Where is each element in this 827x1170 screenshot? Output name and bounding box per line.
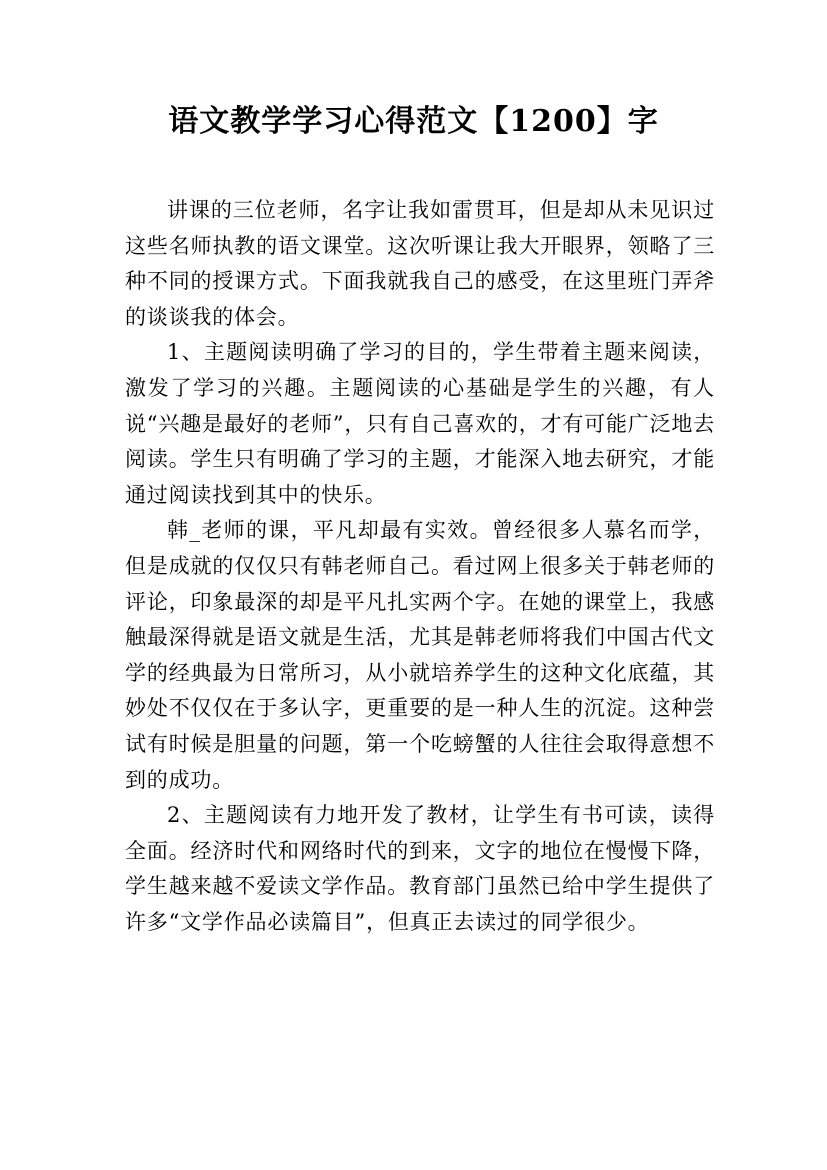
document-title: 语文教学学习心得范文【1200】字 bbox=[168, 104, 659, 139]
paragraph-intro: 讲课的三位老师，名字让我如雷贯耳，但是却从未见识过这些名师执教的语文课堂。这次听课让我大开眼界，领略了三种不同的授课方式。下面我就我自己的感受，在这里班门弄斧的谈谈我的体会。 bbox=[125, 198, 715, 329]
paragraph-point-1: 1、主题阅读明确了学习的目的，学生带着主题来阅读，激发了学习的兴趣。主题阅读的心基础是学生的兴趣，有人说“兴趣是最好的老师”，只有自己喜欢的，才有可能广泛地去阅读。学生只有明确了学习的主题，才能深入地去研究，才能通过阅读找到其中的快乐。 bbox=[125, 340, 715, 507]
paragraph-point-2: 2、主题阅读有力地开发了教材，让学生有书可读，读得全面。经济时代和网络时代的到来，文字的地位在慢慢下降，学生越来越不爱读文学作品。教育部门虽然已给中学生提供了许多“文学作品必读篇目”，但真正去读过的同学很少。 bbox=[125, 803, 715, 934]
paragraph-teacher-han: 韩_老师的课，平凡却最有实效。曾经很多人慕名而学，但是成就的仅仅只有韩老师自己。看过网上很多关于韩老师的评论，印象最深的却是平凡扎实两个字。在她的课堂上，我感触最深得就是语文就是生活，尤其是韩老师将我们中国古代文学的经典最为日常所习，从小就培养学生的这种文化底蕴，其妙处不仅仅在于多认字，更重要的是一种人生的沉淀。这种尝试有时候是胆量的问题，第一个吃螃蟹的人往往会取得意想不到的成功。 bbox=[125, 518, 715, 792]
document-body bbox=[125, 193, 715, 940]
